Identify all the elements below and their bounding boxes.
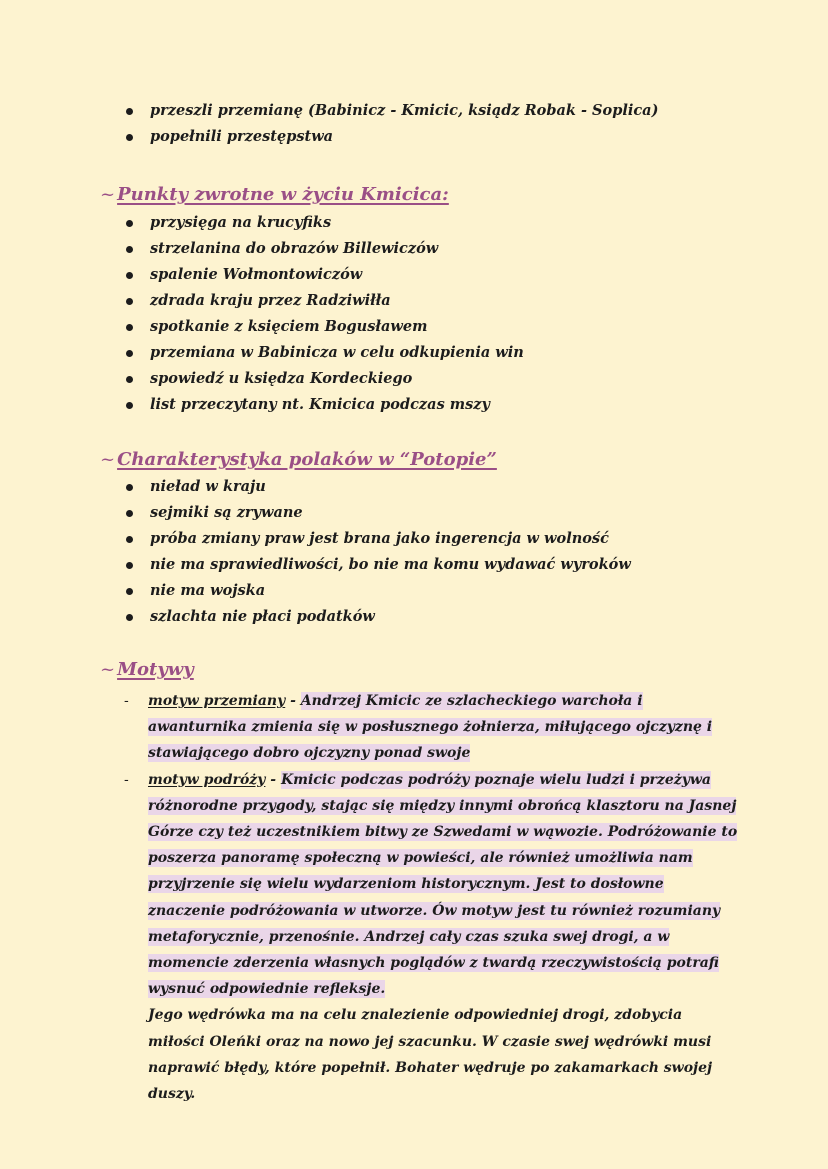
list-item: przysięga na krucyfiks [120,210,760,236]
bullet-dot [126,298,133,305]
bullet-dot [126,350,133,357]
bullet-dot [126,134,133,141]
tilde-marker: ~ [100,449,116,470]
list-item: szlachta nie płaci podatków [120,604,760,630]
list-item: przeszli przemianę (Babinicz - Kmicic, ksiądz Robak - Soplica) [120,98,760,124]
motifs-list [120,688,740,1107]
list-item: popełnili przestępstwa [120,124,760,150]
tilde-marker: ~ [100,184,116,205]
list-item: nieład w kraju [120,474,760,500]
bullet-dot [126,246,133,253]
bullet-dot [126,614,133,621]
list-item: list przeczytany nt. Kmicica podczas mszy [120,392,760,418]
bullet-dot [126,562,133,569]
bullet-dot [126,536,133,543]
list-item: sejmiki są zrywane [120,500,760,526]
list-item: przemiana w Babinicza w celu odkupienia win [120,340,760,366]
list-item: spotkanie z księciem Bogusławem [120,314,760,340]
motif-name: motyw przemiany [148,693,286,709]
section-heading-turning-points: ~ Punkty zwrotne w życiu Kmicica: [100,184,449,205]
list-item: nie ma sprawiedliwości, bo nie ma komu wydawać wyroków [120,552,760,578]
motif-item-journey: - motyw podróży - Kmicic podczas podróży poznaje wielu ludzi i przeżywa różnorodne przygody, stając się między innymi obrońcą klasztoru na Jasnej Górze czy też uczestnikiem bitwy ze Szwedami w wąwozie. Podróżowanie to poszerza panoramę społeczną w powieści, ale również umożliwia nam przyjrzenie się wielu wydarzeniom historycznym. Jest to dosłowne znaczenie podróżowania w utworze. Ów motyw jest tu również rozumiany metaforycznie, przenośnie. Andrzej cały czas szuka swej drogi, a w momencie zderzenia własnych poglądów z twardą rzeczywistością potrafi wysnuć odpowiednie refleksje. Jego wędrówka ma na celu znalezienie odpowiedniej drogi, zdobycia miłości Oleńki oraz na nowo jej szacunku. W czasie swej wędrówki musi naprawić błędy, które popełnił. Bohater wędruje po zakamarkach swojej duszy. [120,767,740,1108]
intro-list [120,98,760,150]
list-item: spalenie Wołmontowiczów [120,262,760,288]
bullet-dot [126,588,133,595]
bullet-dot [126,108,133,115]
characteristics-list [120,474,760,630]
dash-bullet: - [124,771,129,788]
list-item: zdrada kraju przez Radziwiłła [120,288,760,314]
bullet-dot [126,272,133,279]
dash-bullet: - [124,693,129,709]
bullet-dot [126,220,133,227]
bullet-dot [126,510,133,517]
list-item: spowiedź u księdza Kordeckiego [120,366,760,392]
bullet-dot [126,402,133,409]
motif-item-transformation: - motyw przemiany - Andrzej Kmicic ze szlacheckiego warchoła i awanturnika zmienia się w posłusznego żołnierza, miłującego ojczyznę i stawiającego dobro ojczyzny ponad swoje [120,688,740,767]
tilde-marker: ~ [100,659,116,680]
turning-points-list [120,210,760,418]
motif-text: Andrzej Kmicic ze szlacheckiego warchoła i awanturnika zmienia się w posłusznego żołnierza, miłującego ojczyznę i stawiającego dobro ojczyzny ponad swoje [148,693,713,762]
list-item: próba zmiany praw jest brana jako ingerencja w wolność [120,526,760,552]
section-heading-characteristics: ~ Charakterystyka polaków w “Potopie” [100,449,497,470]
bullet-dot [126,484,133,491]
motif-text: Kmicic podczas podróży poznaje wielu ludzi i przeżywa różnorodne przygody, stając się między innymi obrońcą klasztoru na Jasnej Górze czy też uczestnikiem bitwy ze Szwedami w wąwozie. Podróżowanie to poszerza panoramę społeczną w powieści, ale również umożliwia nam przyjrzenie się wielu wydarzeniom historycznym. Jest to dosłowne znaczenie podróżowania w utworze. Ów motyw jest tu również rozumiany metaforycznie, przenośnie. Andrzej cały czas szuka swej drogi, a w momencie zderzenia własnych poglądów z twardą rzeczywistością potrafi wysnuć odpowiednie refleksje. [148,771,738,998]
bullet-dot [126,376,133,383]
list-item: strzelanina do obrazów Billewiczów [120,236,760,262]
bullet-dot [126,324,133,331]
motif-name: motyw podróży [148,771,266,788]
section-heading-motifs: ~ Motywy [100,659,194,680]
motif-extra-paragraph: Jego wędrówka ma na celu znalezienie odpowiedniej drogi, zdobycia miłości Oleńki oraz na nowo jej szacunku. W czasie swej wędrówki musi naprawić błędy, które popełnił. Bohater wędruje po zakamarkach swojej duszy. [148,1007,713,1103]
list-item: nie ma wojska [120,578,760,604]
